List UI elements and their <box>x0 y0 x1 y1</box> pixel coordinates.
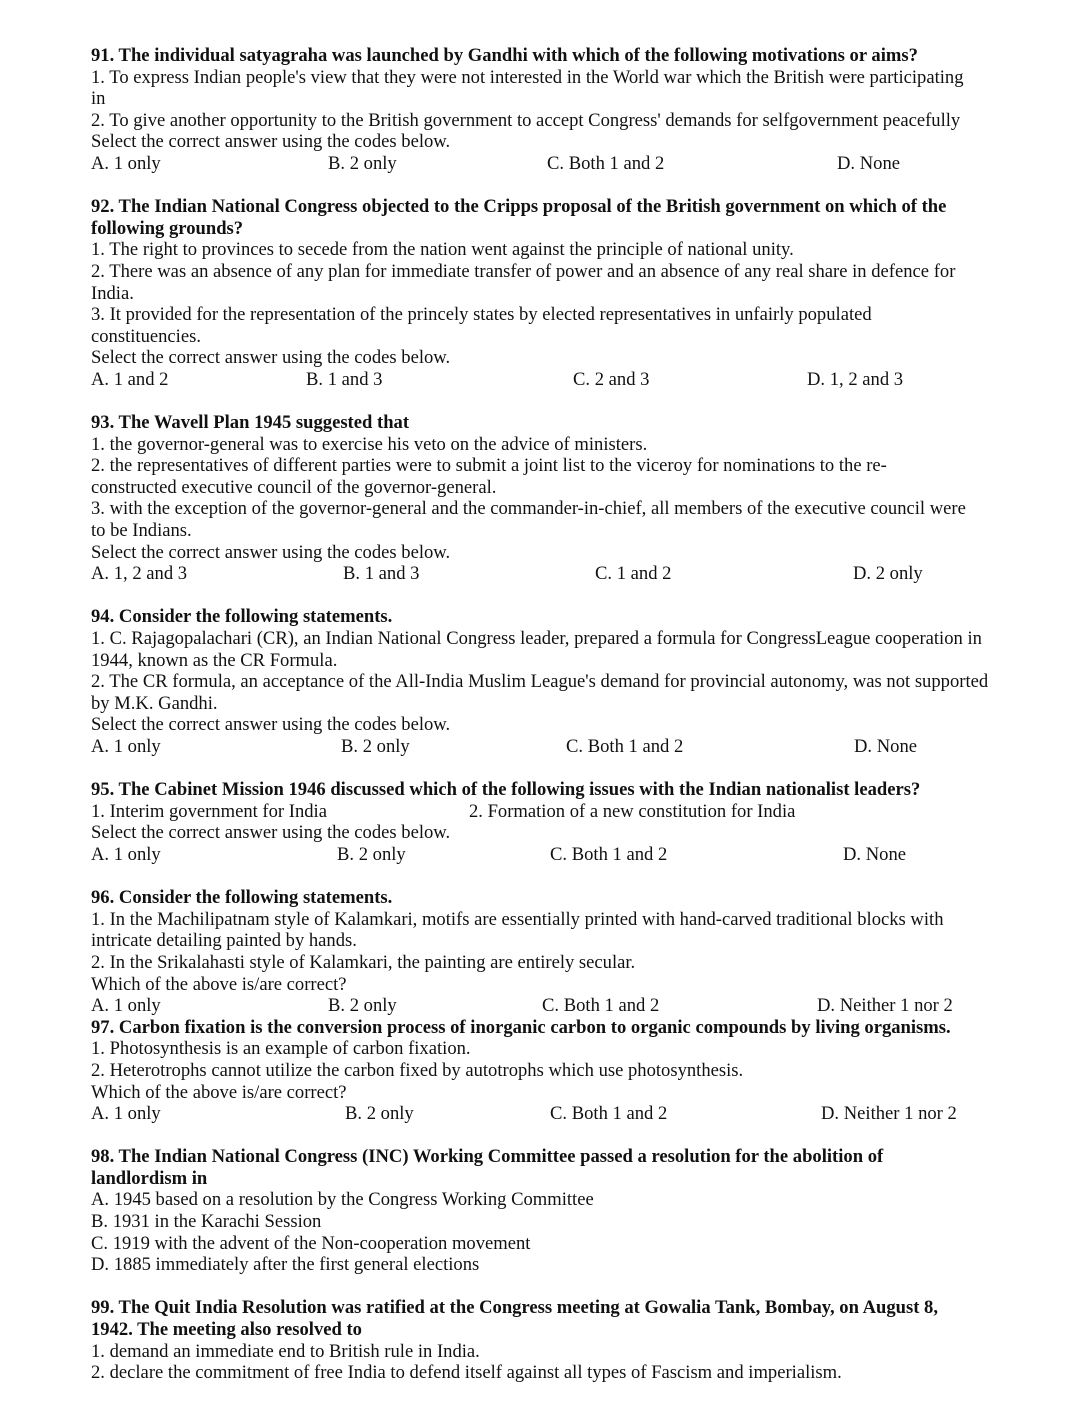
question-title: 94. Consider the following statements. <box>91 606 393 628</box>
question-block <box>91 779 1051 865</box>
question-line: 1. the governor-general was to exercise his veto on the advice of ministers. <box>91 433 648 455</box>
answer-option: D. None <box>854 736 917 757</box>
question-line: A. 1945 based on a resolution by the Congress Working Committee <box>91 1189 594 1211</box>
answer-option: D. Neither 1 nor 2 <box>821 1103 957 1125</box>
question-line: 2. To give another opportunity to the British government to accept Congress' demands for selfgovernment peacefully <box>91 109 961 131</box>
answer-option: B. 1 and 3 <box>306 368 383 390</box>
answer-options <box>91 844 1051 866</box>
question-line: 2. Heterotrophs cannot utilize the carbon fixed by autotrophs which use photosynthesis. <box>91 1059 744 1081</box>
question-title: 92. The Indian National Congress objected to the Cripps proposal of the British government on which of the <box>91 196 947 218</box>
question-line: 2. declare the commitment of free India to defend itself against all types of Fascism and imperialism. <box>91 1362 842 1384</box>
question-line: Which of the above is/are correct? <box>91 1081 347 1103</box>
question-line: B. 1931 in the Karachi Session <box>91 1211 322 1233</box>
question-line: 3. with the exception of the governor-general and the commander-in-chief, all members of the executive council were <box>91 498 966 520</box>
answer-option: C. Both 1 and 2 <box>550 843 668 865</box>
answer-options <box>91 736 1051 758</box>
question-line: 1. demand an immediate end to British rule in India. <box>91 1340 480 1362</box>
question-line: 1. The right to provinces to secede from the nation went against the principle of national unity. <box>91 239 794 261</box>
answer-option: A. 1 only <box>91 1103 161 1125</box>
answer-options <box>91 1103 1051 1125</box>
answer-option: A. 1, 2 and 3 <box>91 563 188 585</box>
question-line: 2. the representatives of different parties were to submit a joint list to the viceroy for nominations to the re- <box>91 455 887 477</box>
document-page <box>91 45 1051 1405</box>
question-line: Select the correct answer using the codes below. <box>91 541 451 563</box>
statement: 1. Interim government for India <box>91 800 327 822</box>
answer-option: C. Both 1 and 2 <box>542 995 660 1017</box>
question-line: Select the correct answer using the codes below. <box>91 822 451 844</box>
answer-option: A. 1 only <box>91 843 161 865</box>
answer-option: D. 2 only <box>853 563 923 585</box>
answer-options <box>91 563 1051 585</box>
question-line: 1. To express Indian people's view that they were not interested in the World war which the British were participating <box>91 66 964 88</box>
question-line: 1. Photosynthesis is an example of carbon fixation. <box>91 1038 471 1060</box>
answer-option: D. None <box>843 843 906 865</box>
answer-option: A. 1 and 2 <box>91 368 169 390</box>
question-line: 1. In the Machilipatnam style of Kalamkari, motifs are essentially printed with hand-carved traditional blocks with <box>91 908 944 930</box>
question-line: 3. It provided for the representation of the princely states by elected representatives in unfairly populated <box>91 304 872 326</box>
question-block <box>91 1017 1051 1125</box>
answer-option: C. Both 1 and 2 <box>566 736 684 757</box>
question-title: 1942. The meeting also resolved to <box>91 1319 362 1341</box>
question-line: 1. C. Rajagopalachari (CR), an Indian National Congress leader, prepared a formula for CongressLeague cooperation in <box>91 628 982 650</box>
answer-option: A. 1 only <box>91 995 161 1017</box>
question-line: 2. There was an absence of any plan for immediate transfer of power and an absence of any real share in defence for <box>91 260 956 282</box>
question-title: 96. Consider the following statements. <box>91 887 393 909</box>
question-title: 98. The Indian National Congress (INC) Working Committee passed a resolution for the abolition of <box>91 1146 884 1168</box>
answer-option: A. 1 only <box>91 152 161 174</box>
answer-option: D. None <box>837 152 900 174</box>
answer-option: A. 1 only <box>91 736 161 757</box>
answer-option: C. 1 and 2 <box>595 563 672 585</box>
answer-option: B. 2 only <box>328 995 397 1017</box>
question-block <box>91 606 1051 757</box>
question-line: 2. The CR formula, an acceptance of the All-India Muslim League's demand for provincial autonomy, was not supported <box>91 671 989 693</box>
question-title: 99. The Quit India Resolution was ratified at the Congress meeting at Gowalia Tank, Bombay, on August 8, <box>91 1297 938 1319</box>
answer-option: D. 1, 2 and 3 <box>807 368 904 390</box>
question-block <box>91 45 1051 175</box>
question-block <box>91 1146 1051 1276</box>
question-title: 91. The individual satyagraha was launched by Gandhi with which of the following motivations or aims? <box>91 45 918 66</box>
question-line: Select the correct answer using the codes below. <box>91 714 451 736</box>
question-line: intricate detailing painted by hands. <box>91 930 357 952</box>
question-line: Select the correct answer using the codes below. <box>91 131 451 153</box>
statement-row <box>91 801 1051 823</box>
answer-options <box>91 995 1051 1017</box>
answer-options <box>91 369 1051 391</box>
question-title: 93. The Wavell Plan 1945 suggested that <box>91 412 410 434</box>
question-line: C. 1919 with the advent of the Non-cooperation movement <box>91 1232 531 1254</box>
question-title: following grounds? <box>91 217 244 239</box>
question-block <box>91 887 1051 1017</box>
answer-option: B. 2 only <box>345 1103 414 1125</box>
question-line: by M.K. Gandhi. <box>91 692 218 714</box>
question-title: 97. Carbon fixation is the conversion process of inorganic carbon to organic compounds by living organisms. <box>91 1016 951 1038</box>
question-title: 95. The Cabinet Mission 1946 discussed which of the following issues with the Indian nationalist leaders? <box>91 779 921 801</box>
question-block <box>91 196 1051 390</box>
question-block <box>91 1297 1051 1383</box>
question-line: constituencies. <box>91 325 201 347</box>
answer-option: B. 2 only <box>337 843 406 865</box>
statement: 2. Formation of a new constitution for India <box>469 800 796 822</box>
question-line: to be Indians. <box>91 520 192 542</box>
answer-option: B. 1 and 3 <box>343 563 420 585</box>
question-line: D. 1885 immediately after the first general elections <box>91 1254 480 1276</box>
question-line: India. <box>91 282 134 304</box>
answer-option: B. 2 only <box>328 152 397 174</box>
answer-options <box>91 153 1051 175</box>
question-line: Which of the above is/are correct? <box>91 973 347 995</box>
answer-option: C. 2 and 3 <box>573 368 650 390</box>
question-line: 2. In the Srikalahasti style of Kalamkari, the painting are entirely secular. <box>91 951 636 973</box>
answer-option: B. 2 only <box>341 736 410 757</box>
question-block <box>91 412 1051 585</box>
question-line: 1944, known as the CR Formula. <box>91 649 338 671</box>
answer-option: C. Both 1 and 2 <box>550 1103 668 1125</box>
question-title: landlordism in <box>91 1167 208 1189</box>
answer-option: C. Both 1 and 2 <box>547 152 665 174</box>
question-line: Select the correct answer using the codes below. <box>91 347 451 369</box>
question-line: constructed executive council of the governor-general. <box>91 476 497 498</box>
question-line: in <box>91 88 106 110</box>
answer-option: D. Neither 1 nor 2 <box>817 995 953 1017</box>
